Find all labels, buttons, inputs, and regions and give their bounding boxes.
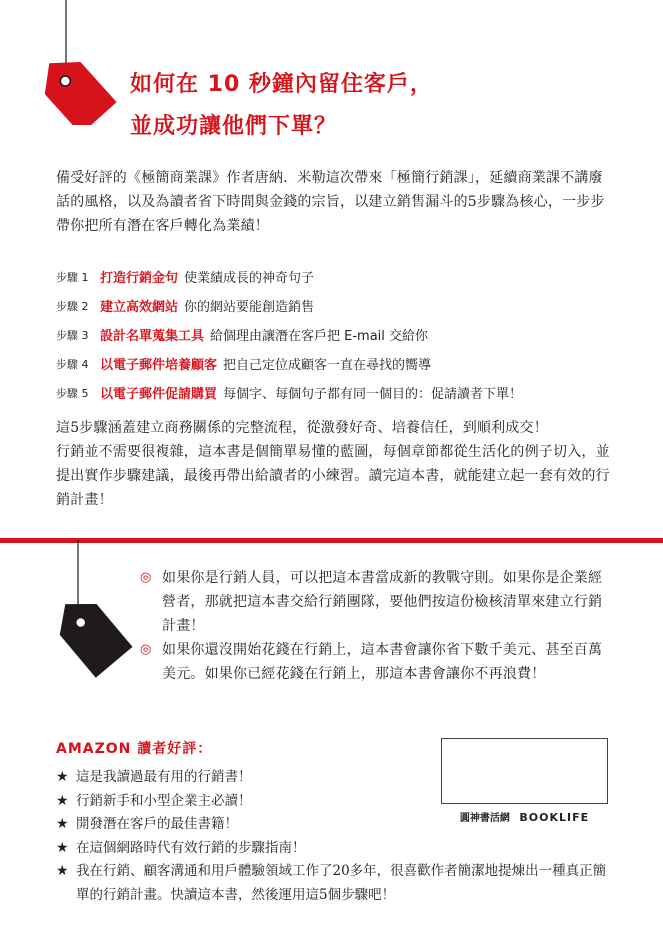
review-text: 在這個網路時代有效行銷的步驟指南！ <box>76 839 306 856</box>
star-icon: ★ <box>56 792 69 809</box>
star-icon: ★ <box>56 863 69 879</box>
headline-line-2: 並成功讓他們下單？ <box>130 114 338 139</box>
publisher-brand <box>441 809 608 824</box>
double-circle-icon: ◎ <box>140 570 152 585</box>
step-number: 步驟 1 <box>56 270 89 284</box>
step-title: 以電子郵件促請購買 <box>100 387 218 402</box>
step-number: 步驟 4 <box>56 357 89 371</box>
booklife-logo: BOOKLIFE <box>519 811 590 824</box>
red-price-tag-icon <box>30 0 130 125</box>
review-item <box>56 860 616 907</box>
step-item <box>56 262 646 291</box>
step-description: 使業績成長的神奇句子 <box>184 271 315 286</box>
bullet-item <box>140 566 616 638</box>
step-description: 每個字、每個句子都有同一個目的：促請讀者下單！ <box>223 387 523 402</box>
review-item <box>56 837 616 861</box>
step-number: 步驟 2 <box>56 299 89 313</box>
star-icon: ★ <box>56 816 69 832</box>
step-title: 以電子郵件培養顧客 <box>100 358 218 373</box>
bullet-text: 如果你還沒開始花錢在行銷上，這本書會讓你省下數千美元、甚至百萬美元。如果你已經花錢在行銷上，那這本書會讓你不再浪費！ <box>162 642 603 682</box>
step-title: 打造行銷金句 <box>100 271 179 286</box>
summary-paragraph <box>56 416 612 512</box>
double-circle-icon: ◎ <box>140 642 152 657</box>
summary-line-1: 這5步驟涵蓋建立商務關係的完整流程，從激發好奇、培養信任，到順利成交！ <box>56 420 548 436</box>
step-item <box>56 291 646 320</box>
amazon-reviews-heading: AMAZON 讀者好評： <box>56 741 213 757</box>
review-text: 開發潛在客戶的最佳書籍！ <box>76 816 238 832</box>
summary-line-2: 行銷並不需要很複雜，這本書是個簡單易懂的藍圖，每個章節都從生活化的例子切入，並提出實作步驟建議，最後再帶出給讀者的小練習。讀完這本書，就能建立起一套有效的行銷計畫！ <box>56 444 610 508</box>
step-number: 步驟 5 <box>56 386 89 400</box>
step-title: 建立高效網站 <box>100 300 179 315</box>
review-text: 我在行銷、顧客溝通和用戶體驗領域工作了20多年，很喜歡作者簡潔地提煉出一種真正簡單的行銷計畫。快讀這本書，然後運用這5個步驟吧！ <box>76 863 607 903</box>
step-title: 設計名單蒐集工具 <box>100 329 205 344</box>
step-description: 給個理由讓潛在客戶把 E-mail 交給你 <box>210 329 429 344</box>
step-item <box>56 320 646 349</box>
steps-list <box>56 262 646 407</box>
step-item <box>56 349 646 378</box>
benefit-bullets <box>140 566 616 686</box>
star-icon: ★ <box>56 769 69 785</box>
headline <box>130 64 650 148</box>
bullet-text: 如果你是行銷人員，可以把這本書當成新的教戰守則。如果你是企業經營者，那就把這本書交給行銷團隊，要他們按這份檢核清單來建立行銷計畫！ <box>162 570 603 634</box>
step-item <box>56 378 646 407</box>
review-text: 行銷新手和小型企業主必讀！ <box>76 792 252 809</box>
bullet-item <box>140 638 616 686</box>
publisher-name: 圓神書活網 <box>459 813 510 824</box>
step-description: 你的網站要能創造銷售 <box>184 300 315 315</box>
step-description: 把自己定位成顧客一直在尋找的嚮導 <box>223 358 432 373</box>
barcode-placeholder-box <box>441 738 608 804</box>
star-icon: ★ <box>56 839 69 856</box>
step-number: 步驟 3 <box>56 328 89 342</box>
dark-tag-icon <box>40 540 140 680</box>
headline-line-1: 如何在 10 秒鐘內留住客戶， <box>130 72 433 97</box>
review-text: 這是我讀過最有用的行銷書！ <box>76 769 252 785</box>
intro-paragraph: 備受好評的《極簡商業課》作者唐納．米勒這次帶來「極簡行銷課」，延續商業課不講廢話的風格，以及為讀者省下時間與金錢的宗旨，以建立銷售漏斗的5步驟為核心，一步步帶你把所有潛在客戶轉化為業績！ <box>56 170 605 234</box>
